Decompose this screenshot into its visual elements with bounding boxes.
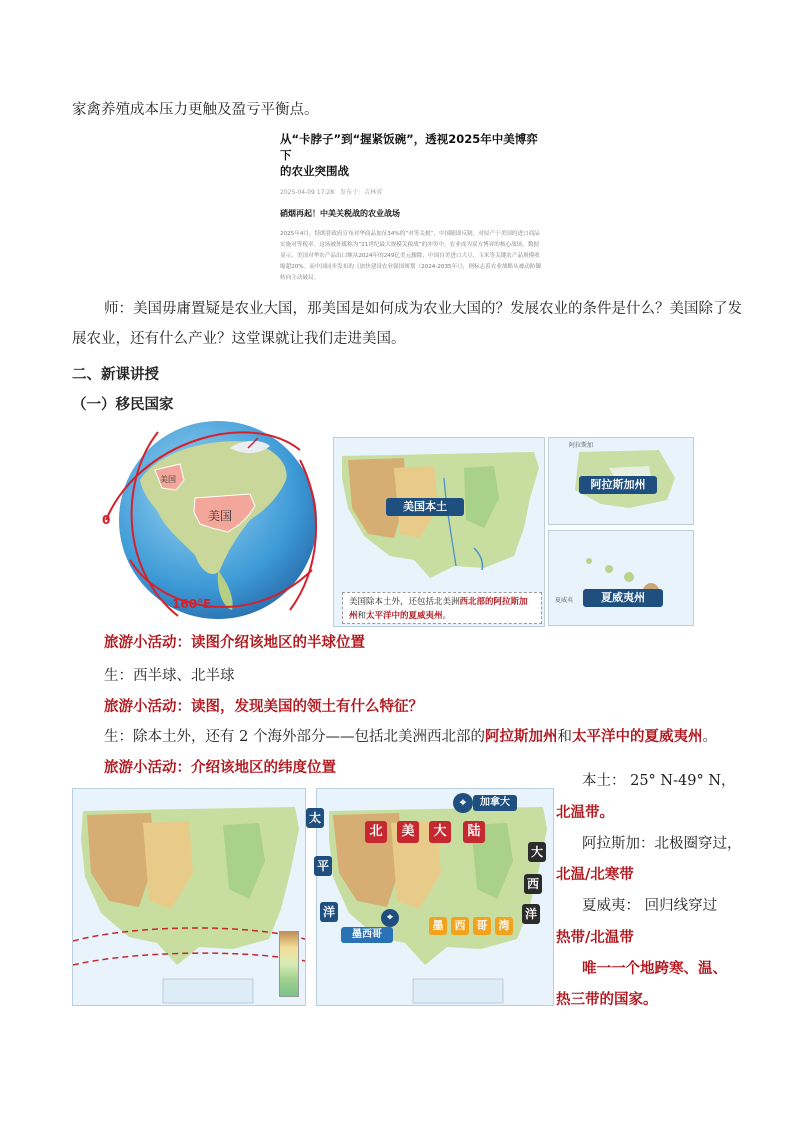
activity1-prompt: 旅游小活动：读图介绍该地区的半球位置 bbox=[104, 634, 365, 651]
activity2-answer-pre: 生：除本土外，还有 2 个海外部分——包括北美洲西北部的 bbox=[104, 729, 485, 745]
elevation-legend bbox=[279, 931, 299, 997]
news-title-line2: 的农业突围战 bbox=[280, 164, 349, 178]
globe-label-0: 0 bbox=[102, 513, 111, 527]
label-continent-3: 大 bbox=[429, 821, 451, 843]
label-atlantic-2: 西 bbox=[524, 874, 542, 894]
latitude-line4: 北温/北寒带 bbox=[556, 866, 634, 883]
label-pacific-1: 太 bbox=[306, 808, 324, 828]
caption-red2: 太平洋中的夏威夷州 bbox=[366, 611, 443, 621]
location-pin-icon-mexico: ⌖ bbox=[381, 909, 399, 927]
label-canada: 加拿大 bbox=[473, 795, 517, 811]
map-alaska-panel bbox=[548, 437, 694, 525]
teacher-line1: 师：美国毋庸置疑是农业大国，那美国是如何成为农业大国的？发展农业的条件是什么？美国除了发 bbox=[104, 301, 742, 317]
alaska-header: 阿拉斯加 bbox=[569, 442, 594, 449]
globe-label-usa: 美国 bbox=[208, 509, 233, 523]
label-alaska: 阿拉斯加州 bbox=[579, 476, 657, 494]
label-atlantic-1: 大 bbox=[528, 842, 546, 862]
intro-text: 家禽养殖成本压力更触及盈亏平衡点。 bbox=[72, 102, 319, 118]
activity1-answer: 生：西半球、北半球 bbox=[104, 668, 235, 684]
label-gulf-3: 哥 bbox=[473, 917, 491, 935]
map-regions-panel bbox=[316, 788, 554, 1006]
news-body: 2025年4月，特朗普政府宣布对华商品加征34%的“对等关税”，中国随即反制，对原产于美国的进口商品实施对等税率。这场被外媒称为“21世纪最大规模关税战”的冲突中，农业成为双方博弈的核心战场。数据显示，美国对华农产品出口额从2024年的249亿美元骤降，中国自美进口大豆、玉米等关键农产品规模收缩超20%。而中国同步发布的《加快建设农业强国规划（2024-2035年）》，则标志着农业战略从被动防御转向主动破局。 bbox=[280, 231, 542, 281]
map-latitude-svg bbox=[73, 789, 305, 1005]
activity2-answer-end: 。 bbox=[702, 729, 717, 745]
globe-figure bbox=[100, 420, 330, 620]
activity2-answer-mid: 和 bbox=[557, 729, 572, 745]
news-meta: 2025-04-09 17:28 发布于：吉林省 bbox=[280, 189, 383, 196]
caption-mid: 和 bbox=[357, 611, 367, 621]
activity2-answer-red1: 阿拉斯加州 bbox=[484, 728, 558, 745]
latitude-line3: 阿拉斯加：北极圈穿过， bbox=[582, 836, 742, 852]
caption-end: 。 bbox=[442, 611, 452, 621]
news-title-line1: 从“卡脖子”到“握紧饭碗”，透视2025年中美博弈下 bbox=[280, 132, 538, 162]
activity3-prompt: 旅游小活动：介绍该地区的纬度位置 bbox=[104, 759, 336, 776]
label-continent-2: 美 bbox=[397, 821, 419, 843]
globe-label-alaska: 美国 bbox=[160, 475, 176, 484]
news-subtitle: 硝烟再起！中美关税战的农业战场 bbox=[280, 209, 400, 218]
location-pin-icon: ⌖ bbox=[453, 793, 473, 813]
label-gulf-4: 湾 bbox=[495, 917, 513, 935]
hawaii-header: 夏威夷 bbox=[555, 597, 574, 604]
caption-pre: 美国除本土外，还包括北美洲 bbox=[349, 597, 460, 607]
map-hawaii-svg bbox=[549, 531, 693, 625]
activity2-answer-red2: 太平洋中的夏威夷州 bbox=[571, 728, 703, 745]
map-mainland-panel bbox=[333, 437, 545, 627]
label-continent-1: 北 bbox=[365, 821, 387, 843]
latitude-line8: 热三带的国家。 bbox=[556, 991, 658, 1008]
news-screenshot bbox=[280, 131, 548, 291]
latitude-line1: 本土： 25° N-49° N， bbox=[582, 773, 736, 789]
section-subheading: （一）移民国家 bbox=[72, 397, 174, 413]
latitude-line5: 夏威夷： 回归线穿过 bbox=[582, 898, 718, 914]
label-mexico: 墨西哥 bbox=[341, 927, 393, 943]
label-pacific-2: 平 bbox=[314, 856, 332, 876]
section-heading: 二、新课讲授 bbox=[72, 367, 159, 383]
label-pacific-3: 洋 bbox=[320, 902, 338, 922]
caption-red1: 西北部的阿拉斯加州 bbox=[349, 597, 528, 621]
label-continent-4: 陆 bbox=[463, 821, 485, 843]
activity2-answer bbox=[104, 727, 717, 747]
label-gulf-2: 西 bbox=[451, 917, 469, 935]
label-gulf-1: 墨 bbox=[429, 917, 447, 935]
latitude-line2: 北温带。 bbox=[556, 804, 614, 821]
globe-svg bbox=[100, 420, 330, 620]
map-caption bbox=[342, 592, 542, 624]
label-hawaii: 夏威夷州 bbox=[583, 589, 663, 607]
activity2-prompt: 旅游小活动：读图，发现美国的领土有什么特征？ bbox=[104, 698, 423, 715]
teacher-line2: 展农业，还有什么产业？这堂课就让我们走进美国。 bbox=[72, 331, 406, 347]
latitude-line6: 热带/北温带 bbox=[556, 929, 634, 946]
label-atlantic-3: 洋 bbox=[522, 904, 540, 924]
latitude-line7: 唯一一个地跨寒、温、 bbox=[582, 960, 727, 977]
map-hawaii-panel bbox=[548, 530, 694, 626]
map-latitude-panel bbox=[72, 788, 306, 1006]
globe-label-160e: 160°E bbox=[172, 597, 212, 611]
label-mainland: 美国本土 bbox=[386, 498, 464, 516]
